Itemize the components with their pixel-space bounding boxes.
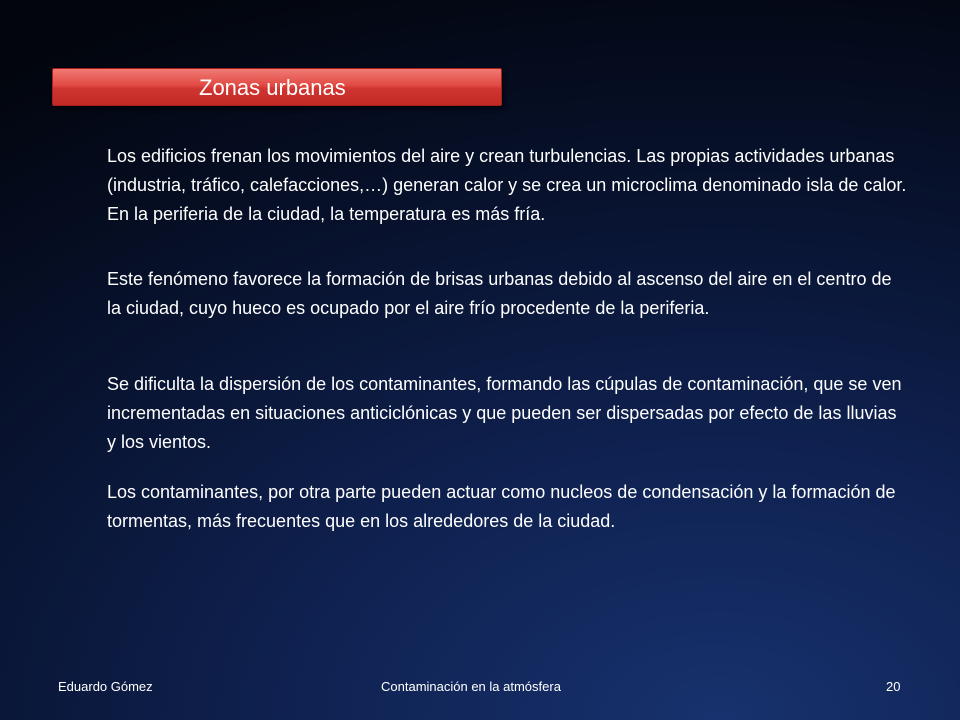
paragraph-pollution-domes: Se dificulta la dispersión de los contaminantes, formando las cúpulas de contaminación, que se ven incrementadas en situaciones anticiclónicas y que pueden ser dispersadas por efecto de las lluvias y los vientos.: [107, 374, 902, 452]
paragraph-heat-island: Los edificios frenan los movimientos del aire y crean turbulencias. Las propias actividades urbanas (industria, tráfico, calefacciones,…) generan calor y se crea un microclima denominado isla de calor. En la periferia de la ciudad, la temperatura es más fría.: [107, 146, 907, 224]
title-banner: [52, 68, 502, 106]
paragraph-urban-breezes: Este fenómeno favorece la formación de brisas urbanas debido al ascenso del aire en el centro de la ciudad, cuyo hueco es ocupado por el aire frío procedente de la periferia.: [107, 269, 892, 318]
footer-page-number: 20: [886, 679, 901, 694]
footer-presentation-title: Contaminación en la atmósfera: [381, 679, 561, 694]
footer-author: Eduardo Gómez: [58, 679, 153, 694]
paragraph-condensation-nuclei: Los contaminantes, por otra parte pueden actuar como nucleos de condensación y la formación de tormentas, más frecuentes que en los alrededores de la ciudad.: [107, 482, 896, 531]
slide-title: Zonas urbanas: [199, 75, 346, 100]
